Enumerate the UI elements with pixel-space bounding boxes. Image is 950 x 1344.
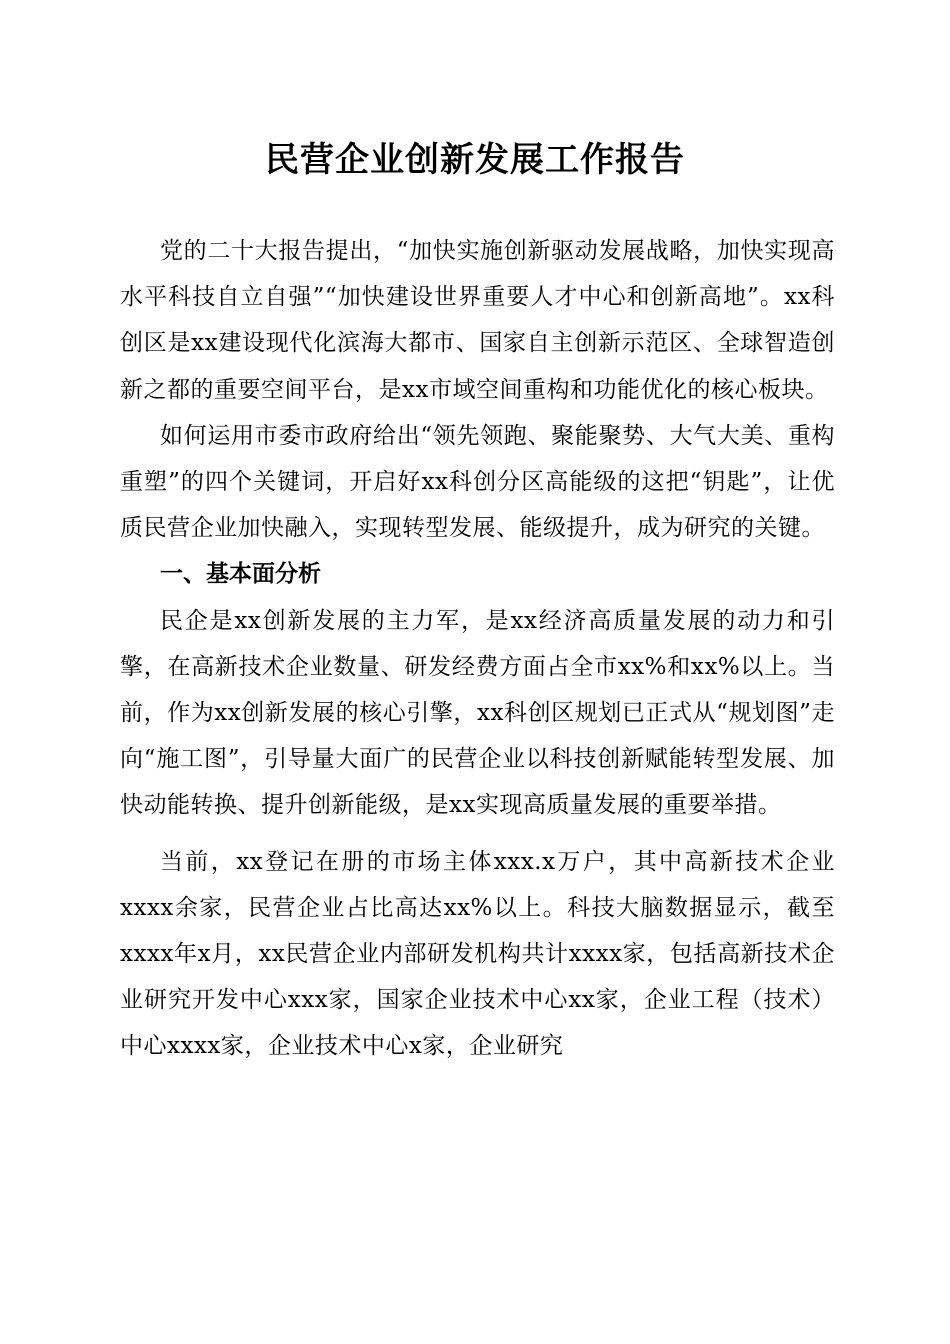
paragraph-analysis: 民企是xx创新发展的主力军，是xx经济高质量发展的动力和引擎，在高新技术企业数量、研发经费方面占全市xx%和xx%以上。当前，作为xx创新发展的核心引擎，xx科创区规划已正式从“规划图”走向“施工图”，引导量大面广的民营企业以科技创新赋能转型发展、加快动能转换、提升创新能级，是xx实现高质量发展的重要举措。 [120, 607, 835, 819]
section-heading: 一、基本面分析 [160, 561, 321, 588]
page-title: 民营企业创新发展工作报告 [265, 140, 685, 180]
document-body [120, 228, 835, 1070]
paragraph-statistics: 当前，xx登记在册的市场主体xxx.x万户，其中高新技术企业xxxx余家，民营企业占比高达xx%以上。科技大脑数据显示，截至xxxx年x月，xx民营企业内部研发机构共计xxxx家，包括高新技术企业研究开发中心xxx家，国家企业技术中心xx家，企业工程（技术）中心xxxx家，企业技术中心x家，企业研究 [120, 848, 835, 1060]
paragraph-keywords: 如何运用市委市政府给出“领先领跑、聚能聚势、大气大美、重构重塑”的四个关键词，开启好xx科创分区高能级的这把“钥匙”，让优质民营企业加快融入，实现转型发展、能级提升，成为研究的关键。 [120, 422, 835, 542]
paragraph-intro: 党的二十大报告提出，“加快实施创新驱动发展战略，加快实现高水平科技自立自强”“加快建设世界重要人才中心和创新高地”。xx科创区是xx建设现代化滨海大都市、国家自主创新示范区、全球智造创新之都的重要空间平台，是xx市域空间重构和功能优化的核心板块。 [120, 238, 835, 403]
